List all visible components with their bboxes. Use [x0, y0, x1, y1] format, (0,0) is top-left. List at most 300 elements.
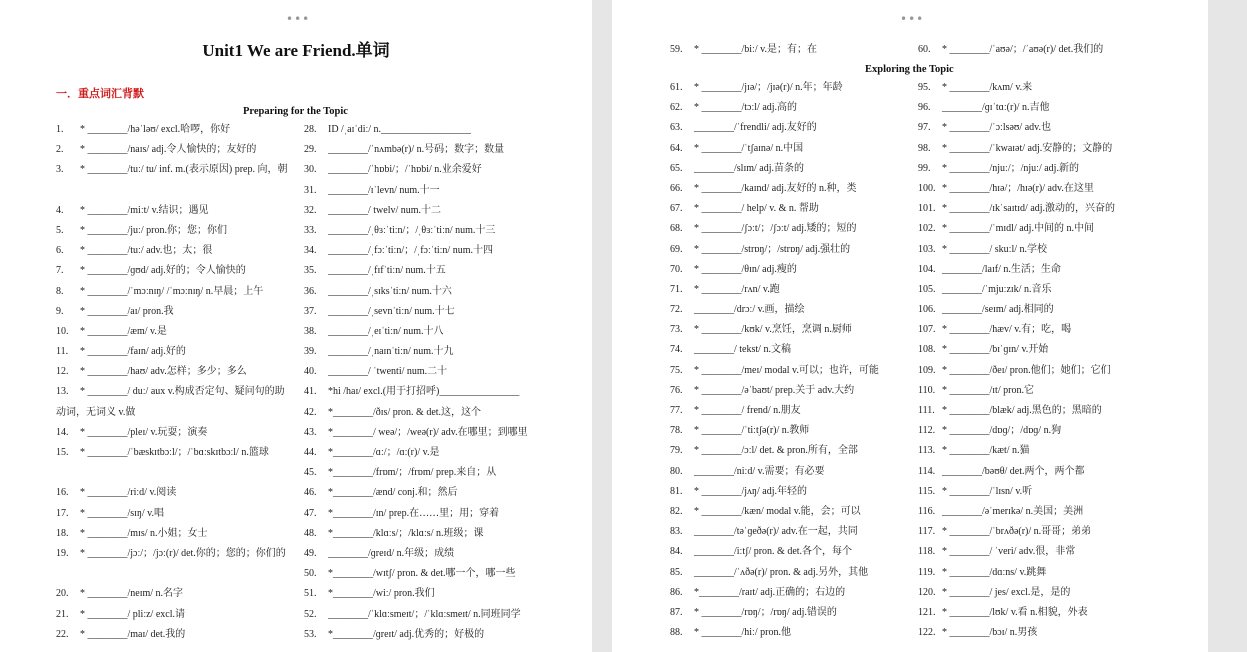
item-text: * ________/ɔːl/ det. & pron.所有，全部	[694, 445, 858, 457]
item-number: 80.	[670, 465, 683, 477]
item-text: ________/əˈmerɪkə/ n.美国；美洲	[942, 505, 1084, 517]
item-number: 14.	[56, 426, 69, 438]
item-number: 37.	[304, 305, 317, 317]
item-number: 111.	[918, 405, 935, 416]
item-text: ________/ˌnaɪnˈtiːn/ num.十九	[328, 346, 454, 358]
item-number: 6.	[56, 245, 64, 257]
item-text: * ________/miːt/ v.结识；遇见	[80, 204, 209, 216]
item-text: *________/ɡreɪt/ adj.优秀的；好极的	[328, 628, 485, 640]
item-text: * ________/pleɪ/ v.玩耍；演奏	[80, 426, 208, 438]
list-item	[56, 382, 290, 422]
item-text: * ________/sɪŋ/ v.唱	[80, 507, 165, 519]
item-text: *________/ɪn/ prep.在……里；用；穿着	[328, 507, 500, 519]
list-item	[918, 280, 1168, 300]
list-item	[304, 120, 564, 140]
item-number: 69.	[670, 243, 683, 255]
item-text: * ________/ðeɪ/ pron.他们；她们；它们	[942, 364, 1111, 376]
item-text: * ________/kæt/ n.猫	[942, 445, 1030, 457]
item-number: 28.	[304, 124, 317, 135]
item-text: *________/ɑː/；/ɑː(r)/ v.是	[328, 447, 440, 458]
list-item	[304, 221, 564, 241]
item-number: 47.	[304, 507, 317, 519]
item-number: 84.	[670, 546, 683, 558]
list-item	[56, 140, 290, 160]
item-text: * ________/ˈɔːlsəʊ/ adv.也	[942, 122, 1051, 134]
list-item	[918, 401, 1168, 421]
item-text: * ________/ help/ v. & n. 帮助	[694, 203, 819, 215]
list-item	[670, 623, 910, 643]
item-number: 74.	[670, 344, 683, 356]
item-text: * ________/ɡʊd/ adj.好的；令人愉快的	[80, 265, 246, 277]
item-text: * ________/rʌn/ v.跑	[694, 283, 780, 295]
item-number: 15.	[56, 447, 69, 459]
item-text: * ________/meɪ/ modal v.可以；也许，可能	[694, 364, 879, 376]
item-text: * ________/dɒɡ/；/dɒɡ/ n.狗	[942, 425, 1062, 437]
item-number: 67.	[670, 203, 683, 215]
item-text: * ________/neɪm/ n.名字	[80, 588, 184, 600]
list-item	[304, 443, 564, 463]
item-text: * ________/mɪs/ n.小姐；女士	[80, 527, 208, 539]
item-number: 7.	[56, 265, 64, 277]
list-item	[670, 139, 910, 159]
list-item	[670, 340, 910, 360]
item-number: 29.	[304, 144, 317, 156]
list-item	[918, 583, 1168, 603]
list-item	[56, 322, 290, 342]
vocab-column-right	[918, 78, 1168, 643]
item-text: ________/ˌfɔːˈtiːn/；/ˌfɔːˈtiːn/ num.十四	[328, 245, 493, 257]
item-text: ________/ˌsɪksˈtiːn/ num.十六	[328, 285, 452, 297]
list-item	[304, 342, 564, 362]
item-text: ________/ˈnʌmbə(r)/ n.号码；数字；数量	[328, 144, 505, 156]
item-number: 100.	[918, 182, 936, 194]
list-item	[918, 542, 1168, 562]
list-item	[918, 78, 1168, 98]
item-number: 113.	[918, 445, 936, 457]
list-item	[918, 98, 1168, 118]
item-text: * ________/ duː/ aux v.构成否定句、疑问句的助动词，无词义 v.做	[56, 386, 285, 418]
item-text: * ________/tuː/ adv.也；太；很	[80, 245, 213, 257]
list-item	[304, 544, 564, 564]
item-number: 19.	[56, 547, 69, 559]
item-number: 4.	[56, 204, 64, 216]
vocab-row-59	[670, 40, 910, 60]
item-text: *________/ðɪs/ pron. & det.这，这个	[328, 406, 482, 418]
item-number: 51.	[304, 588, 317, 600]
item-text: * ________/ ˈveri/ adv.很，非常	[942, 546, 1076, 558]
item-text: * ________/lʊk/ v.看 n.相貌，外表	[942, 606, 1088, 618]
item-text: * ________/ pliːz/ excl.请	[80, 608, 185, 620]
item-text: *________/raɪt/ adj.正确的；右边的	[694, 586, 846, 598]
item-text: * ________/ skuːl/ n.学校	[942, 243, 1048, 255]
item-number: 2.	[56, 144, 64, 156]
item-text: ________/ˌsevnˈtiːn/ num.十七	[328, 305, 455, 317]
list-item	[918, 482, 1168, 502]
item-text: ________/ tekst/ n.文稿	[694, 344, 791, 356]
list-item	[670, 401, 910, 421]
list-item	[918, 381, 1168, 401]
item-text: * ________/ɪt/ pron.它	[942, 384, 1034, 396]
list-item	[918, 623, 1168, 643]
item-text: *________/ænd/ conj.和；然后	[328, 487, 458, 499]
list-item	[918, 603, 1168, 623]
item-text: *________/wɪtʃ/ pron. & det.哪一个，哪一些	[328, 568, 516, 580]
list-item	[56, 483, 290, 503]
list-item	[56, 625, 290, 645]
list-item	[304, 140, 564, 160]
item-number: 70.	[670, 263, 683, 275]
list-item	[56, 584, 290, 604]
item-number: 17.	[56, 507, 69, 519]
list-item	[56, 282, 290, 302]
item-text: * ________/ˈmɔːnɪŋ/ /ˈmɔːnɪŋ/ n.早晨；上午	[80, 285, 264, 297]
item-number: 65.	[670, 162, 683, 174]
item-number: 107.	[918, 324, 936, 336]
list-item	[304, 584, 564, 604]
item-text: * ________/ˈtʃaɪnə/ n.中国	[694, 142, 804, 154]
item-number: 116.	[918, 505, 936, 517]
item-text: ________/ˈklɑːsmeɪt/；/ˈklɑːsmeɪt/ n.同班同学	[328, 608, 521, 620]
list-item	[670, 603, 910, 623]
vocab-row-60	[918, 40, 1158, 60]
document-page-left	[0, 0, 592, 652]
item-number: 106.	[918, 304, 936, 316]
item-number: 71.	[670, 283, 683, 295]
list-item	[56, 524, 290, 544]
item-text: ________/slɪm/ adj.苗条的	[694, 162, 804, 174]
list-item	[670, 441, 910, 461]
list-item	[918, 462, 1168, 482]
page-menu-dots[interactable]: •••	[286, 12, 311, 26]
item-text: * ________/haʊ/ adv.怎样；多少；多么	[80, 366, 247, 378]
item-number: 30.	[304, 164, 317, 176]
list-item	[670, 118, 910, 138]
list-item	[56, 201, 290, 221]
item-text: *________/klɑːs/；/klɑːs/ n.班级；课	[328, 527, 484, 539]
item-number: 49.	[304, 547, 317, 559]
item-text: * ________/bɪˈɡɪn/ v.开始	[942, 344, 1049, 356]
item-text: *hi /haɪ/ excl.(用于打招呼)________________	[328, 386, 520, 398]
item-number: 118.	[918, 546, 936, 558]
item-number: 79.	[670, 445, 683, 457]
item-text: ________/ˈfrendli/ adj.友好的	[694, 122, 817, 134]
item-text: * ________/tɔːl/ adj.高的	[694, 102, 798, 114]
item-number: 86.	[670, 586, 683, 598]
item-number: 1.	[56, 124, 64, 135]
item-number: 52.	[304, 608, 317, 620]
list-item	[918, 502, 1168, 522]
list-item	[918, 139, 1168, 159]
item-number: 95.	[918, 82, 931, 93]
item-number: 18.	[56, 527, 69, 539]
item-text: ________/ɡɪˈtɑː(r)/ n.吉他	[942, 102, 1050, 114]
list-item	[918, 563, 1168, 583]
list-item	[304, 483, 564, 503]
item-text: * ________/jʌŋ/ adj.年轻的	[694, 485, 807, 497]
item-text: * ________/ɪkˈsaɪtɪd/ adj.激动的，兴奋的	[942, 203, 1116, 215]
item-number: 82.	[670, 505, 683, 517]
list-item	[670, 522, 910, 542]
item-number: 32.	[304, 204, 317, 216]
list-item	[304, 463, 564, 483]
list-item	[304, 423, 564, 443]
item-text: ________/ɡreɪd/ n.年级；成绩	[328, 547, 455, 559]
item-number: 96.	[918, 102, 931, 114]
item-text: * ________/juː/ pron.你；您；你们	[80, 224, 227, 236]
item-number: 97.	[918, 122, 931, 134]
item-number: 63.	[670, 122, 683, 134]
list-item	[304, 362, 564, 382]
list-item	[56, 261, 290, 281]
item-text: * ________/hiː/ pron.他	[694, 627, 791, 639]
list-item	[670, 462, 910, 482]
list-item	[56, 302, 290, 322]
item-number: 68.	[670, 223, 683, 235]
item-text: * ________/æm/ v.是	[80, 325, 167, 337]
list-item	[304, 403, 564, 423]
item-number: 62.	[670, 102, 683, 114]
list-item: 59. * ________/biː/ v.是；有；在	[670, 44, 817, 55]
page-title: Unit1 We are Friend.单词	[202, 41, 390, 60]
item-number: 75.	[670, 364, 683, 376]
item-number: 42.	[304, 406, 317, 418]
item-number: 88.	[670, 627, 683, 639]
item-text: * ________/ˈbæskɪtbɔːl/；/ˈbɑːskɪtbɔːl/ n.篮球	[80, 447, 269, 459]
page-menu-dots[interactable]: •••	[900, 12, 925, 26]
item-text: ________/ˈhɒbi/；/ˈhɒbi/ n.业余爱好	[328, 164, 482, 176]
section-heading: 一．重点词汇背默	[56, 88, 144, 100]
item-number: 108.	[918, 344, 936, 356]
item-text: ________/ twelv/ num.十二	[328, 204, 442, 216]
item-number: 78.	[670, 425, 683, 437]
list-item	[670, 563, 910, 583]
item-number: 87.	[670, 606, 683, 618]
list-item	[670, 300, 910, 320]
list-item	[304, 322, 564, 342]
item-text: ________/ˌeɪˈtiːn/ num.十八	[328, 325, 444, 337]
list-item	[56, 605, 290, 625]
item-text: *________/frɒm/；/frɒm/ prep.来自；从	[328, 467, 497, 479]
item-number: 66.	[670, 182, 683, 194]
item-text: * ________/blæk/ adj.黑色的；黑暗的	[942, 405, 1102, 416]
list-item	[670, 320, 910, 340]
item-number: 117.	[918, 526, 936, 538]
item-number: 11.	[56, 346, 69, 358]
item-number: 16.	[56, 487, 69, 499]
item-text: ________/niːd/ v.需要；有必要	[694, 465, 825, 477]
item-number: 43.	[304, 426, 317, 438]
list-item	[918, 260, 1168, 280]
item-number: 50.	[304, 568, 317, 580]
item-number: 102.	[918, 223, 936, 235]
list-item	[918, 441, 1168, 461]
item-text: ________/bəʊθ/ det.两个，两个都	[942, 465, 1085, 477]
list-item	[304, 160, 564, 180]
list-item	[670, 502, 910, 522]
item-number: 39.	[304, 346, 317, 358]
item-number: 112.	[918, 425, 936, 437]
item-number: 8.	[56, 285, 64, 297]
item-number: 98.	[918, 142, 931, 154]
item-text: ________/ˌθɜːˈtiːn/；/ˌθɜːˈtiːn/ num.十三	[328, 224, 496, 236]
sub-heading: Preparing for the Topic	[243, 106, 348, 117]
item-number: 64.	[670, 142, 683, 154]
item-text: *________/wiː/ pron.我们	[328, 588, 435, 600]
list-item	[670, 280, 910, 300]
item-number: 10.	[56, 325, 69, 337]
item-text: * ________/ˈmɪdl/ adj.中间的 n.中间	[942, 223, 1094, 235]
item-number: 31.	[304, 184, 317, 196]
list-item	[918, 300, 1168, 320]
list-item	[670, 159, 910, 179]
item-text: * ________/rɒŋ/；/rɒŋ/ adj.错误的	[694, 606, 837, 618]
item-number: 77.	[670, 405, 683, 416]
item-number: 61.	[670, 82, 683, 93]
list-item	[918, 340, 1168, 360]
list-item	[670, 78, 910, 98]
item-number: 109.	[918, 364, 936, 376]
item-text: * ________/jɔː/；/jɔː(r)/ det.你的；您的；你们的	[80, 547, 286, 559]
item-text: * ________/ jes/ excl.是，是的	[942, 586, 1071, 598]
item-text: * ________/ˈbrʌðə(r)/ n.哥哥；弟弟	[942, 526, 1092, 538]
vocab-column-right	[304, 120, 564, 645]
list-item	[304, 302, 564, 322]
item-number: 44.	[304, 447, 317, 458]
list-item	[304, 564, 564, 584]
item-text: * ________/kæn/ modal v.能，会；可以	[694, 505, 861, 517]
item-text: * ________/ʃɔːt/；/ʃɔːt/ adj.矮的；短的	[694, 223, 857, 235]
list-item	[918, 118, 1168, 138]
item-text: ________/təˈɡeðə(r)/ adv.在一起，共同	[694, 526, 858, 538]
item-text: * ________/naɪs/ adj.令人愉快的；友好的	[80, 144, 257, 156]
list-item: 60. * ________/ˈaʊə/；/ˈaʊə(r)/ det.我们的	[918, 44, 1104, 55]
list-item	[918, 159, 1168, 179]
list-item	[304, 625, 564, 645]
item-number: 33.	[304, 224, 317, 236]
list-item	[56, 342, 290, 362]
list-item	[304, 261, 564, 281]
item-number: 101.	[918, 203, 936, 215]
item-text: ________/iːtʃ/ pron. & det.各个，每个	[694, 546, 853, 558]
item-number: 40.	[304, 366, 317, 378]
list-item	[56, 443, 290, 483]
list-item	[56, 423, 290, 443]
item-text: ________/drɔː/ v.画，描绘	[694, 304, 805, 316]
item-text: * ________/bɔɪ/ n.男孩	[942, 627, 1038, 639]
list-item	[670, 98, 910, 118]
item-number: 9.	[56, 305, 64, 317]
list-item	[304, 382, 564, 402]
list-item	[918, 219, 1168, 239]
item-number: 46.	[304, 487, 317, 499]
list-item	[918, 199, 1168, 219]
sub-heading: Exploring the Topic	[865, 64, 954, 75]
item-text: * ________/ frend/ n.朋友	[694, 405, 801, 416]
item-number: 105.	[918, 283, 936, 295]
item-number: 76.	[670, 384, 683, 396]
item-number: 99.	[918, 162, 931, 174]
item-number: 12.	[56, 366, 69, 378]
item-text: ________/laɪf/ n.生活；生命	[942, 263, 1061, 275]
item-number: 36.	[304, 285, 317, 297]
item-number: 20.	[56, 588, 69, 600]
item-text: * ________/kʊk/ v.烹饪，烹调 n.厨师	[694, 324, 852, 336]
list-item	[56, 504, 290, 524]
item-text: * ________/ˈtiːtʃə(r)/ n.教师	[694, 425, 810, 437]
item-number: 85.	[670, 566, 683, 578]
list-item	[304, 181, 564, 201]
list-item	[670, 260, 910, 280]
item-text: * ________/kʌm/ v.来	[942, 82, 1033, 93]
item-text: * ________/ˈkwaɪət/ adj.安静的；文静的	[942, 142, 1113, 154]
list-item	[918, 361, 1168, 381]
item-text: * ________/njuː/；/njuː/ adj.新的	[942, 162, 1079, 174]
item-number: 120.	[918, 586, 936, 598]
list-item	[670, 421, 910, 441]
vocab-column-left	[56, 120, 290, 645]
item-text: * ________/strɒŋ/；/strɒŋ/ adj.强壮的	[694, 243, 851, 255]
item-text: * ________/aɪ/ pron.我	[80, 305, 174, 317]
item-text: ________/ ˈtwenti/ num.二十	[328, 366, 448, 378]
item-text: * ________/həˈləʊ/ excl.哈啰，你好	[80, 124, 231, 135]
item-number: 35.	[304, 265, 317, 277]
item-text: * ________/faɪn/ adj.好的	[80, 346, 186, 358]
list-item	[304, 524, 564, 544]
list-item	[56, 221, 290, 241]
list-item	[918, 320, 1168, 340]
item-number: 48.	[304, 527, 317, 539]
item-text: * ________/tuː/ tu/ inf. m.(表示原因) prep. 向，朝	[80, 164, 288, 176]
item-number: 53.	[304, 628, 317, 640]
list-item	[304, 605, 564, 625]
item-number: 34.	[304, 245, 317, 257]
item-text: * ________/dɑːns/ v.跳舞	[942, 566, 1047, 578]
list-item	[918, 240, 1168, 260]
item-number: 115.	[918, 485, 936, 497]
item-text: * ________/maɪ/ det.我的	[80, 628, 186, 640]
item-number: 110.	[918, 384, 936, 396]
list-item	[670, 583, 910, 603]
item-text: * ________/θɪn/ adj.瘦的	[694, 263, 797, 275]
list-item	[670, 219, 910, 239]
list-item	[670, 381, 910, 401]
list-item	[56, 241, 290, 261]
item-number: 73.	[670, 324, 683, 336]
item-text: *________/ weə/；/weə(r)/ adv.在哪里；到哪里	[328, 426, 528, 438]
list-item	[56, 544, 290, 584]
list-item	[918, 421, 1168, 441]
list-item	[56, 160, 290, 200]
item-number: 119.	[918, 566, 936, 578]
list-item	[670, 240, 910, 260]
item-number: 22.	[56, 628, 69, 640]
item-number: 38.	[304, 325, 317, 337]
item-text: * ________/əˈbaʊt/ prep.关于 adv.大约	[694, 384, 855, 396]
item-text: * ________/riːd/ v.阅读	[80, 487, 177, 499]
item-number: 114.	[918, 465, 936, 477]
list-item	[56, 362, 290, 382]
item-number: 13.	[56, 386, 69, 398]
list-item	[918, 179, 1168, 199]
list-item	[56, 120, 290, 140]
item-number: 5.	[56, 224, 64, 236]
list-item	[670, 361, 910, 381]
item-number: 72.	[670, 304, 683, 316]
item-text: ________/ˌfɪfˈtiːn/ num.十五	[328, 265, 446, 277]
list-item	[670, 199, 910, 219]
item-number: 104.	[918, 263, 936, 275]
item-text: * ________/ˈlɪsn/ v.听	[942, 485, 1033, 497]
